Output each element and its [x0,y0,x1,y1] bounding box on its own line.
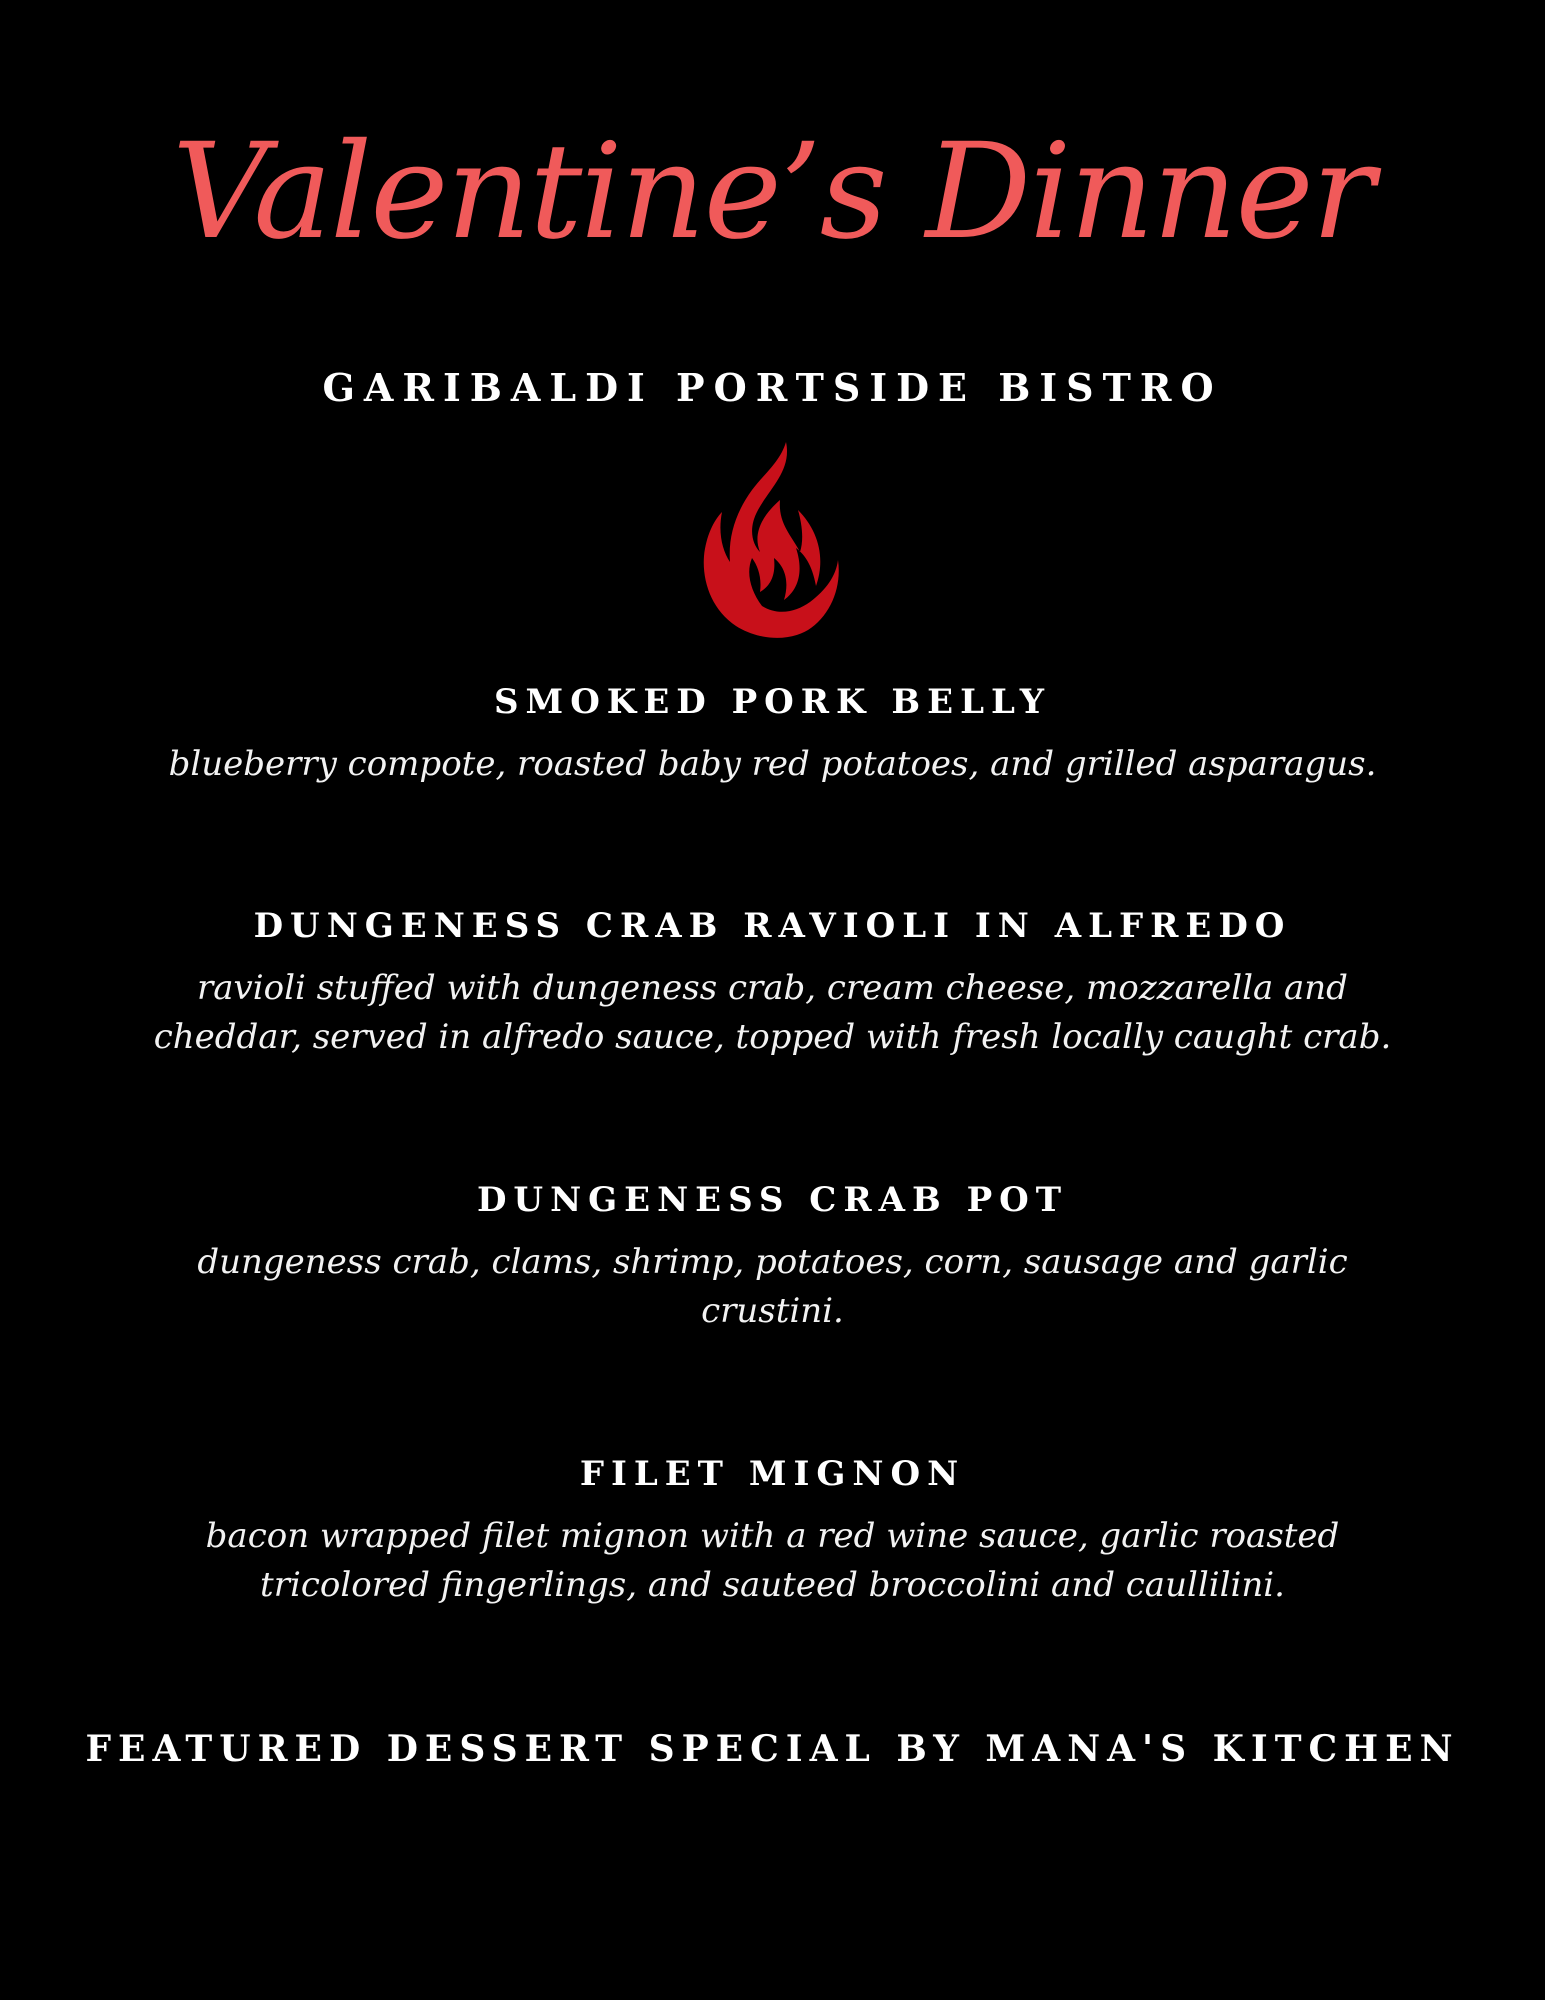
menu-item-description: dungeness crab, clams, shrimp, potatoes, corn, sausage and garlic crustini. [197,1242,1348,1331]
menu-item-description: bacon wrapped filet mignon with a red wine sauce, garlic roasted tricolored fingerlings, and sauteed broccolini and caullilini. [205,1516,1340,1605]
flame-icon [700,440,845,640]
menu-item [100,906,1445,1062]
menu-item-name: DUNGENESS CRAB POT [476,1180,1069,1220]
menu-item-description: ravioli stuffed with dungeness crab, cream cheese, mozzarella and cheddar, served in alfredo sauce, topped with fresh locally caught crab. [153,968,1392,1057]
menu-item [100,1180,1445,1336]
featured-dessert: FEATURED DESSERT SPECIAL BY MANA'S KITCHEN [85,1728,1460,1770]
menu-item-name: DUNGENESS CRAB RAVIOLI IN ALFREDO [253,906,1292,946]
menu-item-name: FILET MIGNON [579,1454,966,1494]
menu-item-name: SMOKED PORK BELLY [494,682,1051,722]
restaurant-name: GARIBALDI PORTSIDE BISTRO [322,365,1223,410]
menu-item [100,1454,1445,1610]
menu-title: Valentine’s Dinner [172,115,1373,269]
menu-item [100,682,1445,789]
menu-item-description: blueberry compote, roasted baby red potatoes, and grilled asparagus. [168,744,1377,784]
